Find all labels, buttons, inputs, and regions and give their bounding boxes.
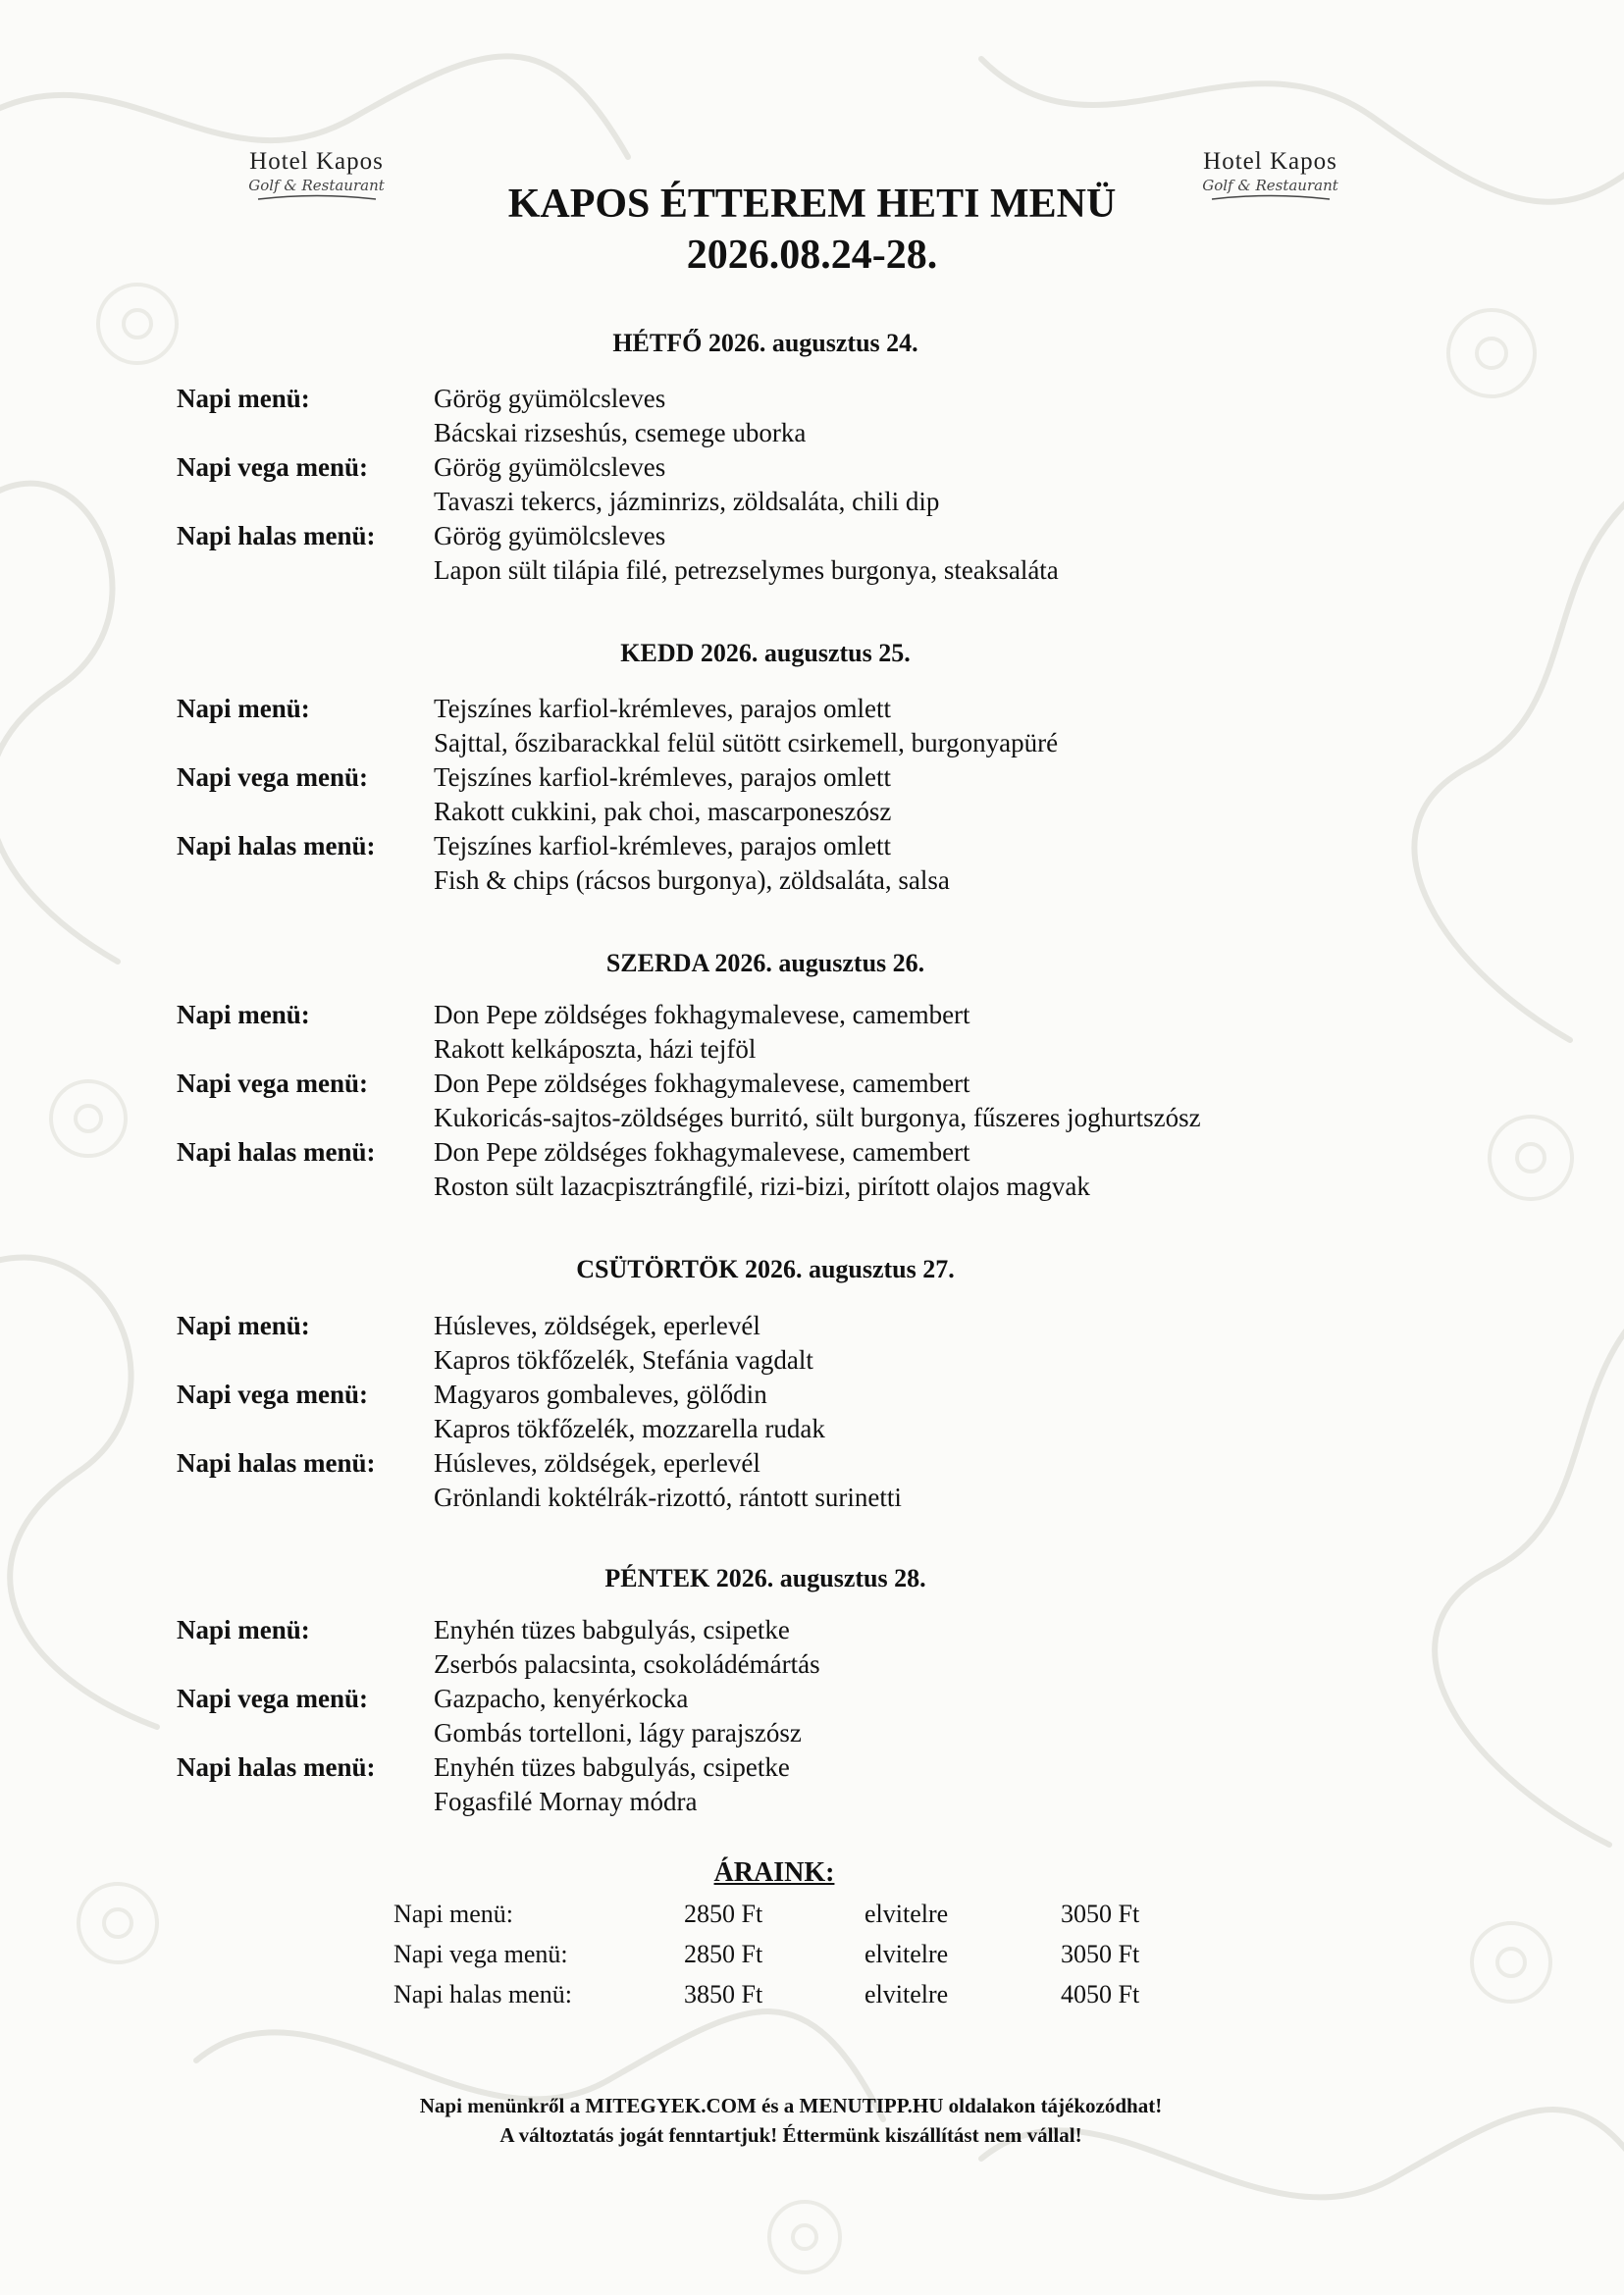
page-date-range: 2026.08.24-28. bbox=[686, 233, 938, 278]
menu-row bbox=[0, 1649, 1624, 1684]
menu-row bbox=[0, 487, 1624, 521]
dish: Húsleves, zöldségek, eperlevél bbox=[434, 1311, 760, 1340]
dish: Roston sült lazacpisztrángfilé, rizi-bizi, pirított olajos magvak bbox=[434, 1172, 1090, 1201]
menu-row bbox=[0, 1718, 1624, 1752]
menu-row bbox=[0, 1137, 1624, 1172]
dish: Tejszínes karfiol-krémleves, parajos omlett bbox=[434, 762, 891, 792]
footer-disclaimer: A változtatás jogát fenntartjuk! Éttermünk kiszállítást nem vállal! bbox=[499, 2123, 1082, 2147]
dish: Magyaros gombaleves, gölődin bbox=[434, 1380, 767, 1409]
day-heading: SZERDA 2026. augusztus 26. bbox=[605, 949, 925, 977]
menu-row bbox=[0, 797, 1624, 831]
menu-label: Napi menü: bbox=[177, 1615, 310, 1644]
menu-row bbox=[0, 1684, 1624, 1718]
dish: Kukoricás-sajtos-zöldséges burritó, sült burgonya, fűszeres joghurtszósz bbox=[434, 1103, 1201, 1132]
menu-label: Napi vega menü: bbox=[177, 762, 368, 792]
dish: Don Pepe zöldséges fokhagymalevese, camembert bbox=[434, 1069, 970, 1098]
menu-label: Napi halas menü: bbox=[177, 831, 376, 861]
menu-label: Napi menü: bbox=[177, 1000, 310, 1029]
menu-row bbox=[0, 1034, 1624, 1069]
menu-row bbox=[0, 1448, 1624, 1483]
dish: Sajttal, őszibarackkal felül sütött csirkemell, burgonyapüré bbox=[434, 728, 1059, 757]
page-title: KAPOS ÉTTEREM HETI MENÜ bbox=[507, 182, 1117, 227]
menu-label: Napi menü: bbox=[177, 384, 310, 413]
dish: Gombás tortelloni, lágy parajszósz bbox=[434, 1718, 802, 1747]
takeaway-label: elvitelre bbox=[864, 1980, 949, 2008]
day-heading: KEDD 2026. augusztus 25. bbox=[620, 639, 911, 667]
price-value: 3850 Ft bbox=[684, 1980, 763, 2008]
menu-row bbox=[0, 1172, 1624, 1206]
dish: Tejszínes karfiol-krémleves, parajos omlett bbox=[434, 694, 891, 723]
dish: Don Pepe zöldséges fokhagymalevese, camembert bbox=[434, 1137, 970, 1167]
takeaway-label: elvitelre bbox=[864, 1900, 949, 1928]
prices-title: ÁRAINK: bbox=[713, 1857, 835, 1888]
dish: Enyhén tüzes babgulyás, csipetke bbox=[434, 1752, 790, 1782]
logo-script-text: Golf & Restaurant bbox=[1202, 177, 1338, 194]
menu-row bbox=[0, 1380, 1624, 1414]
dish: Grönlandi koktélrák-rizottó, rántott surinetti bbox=[434, 1483, 902, 1512]
dish: Don Pepe zöldséges fokhagymalevese, camembert bbox=[434, 1000, 970, 1029]
logo-script-text: Golf & Restaurant bbox=[248, 177, 385, 194]
menu-label: Napi vega menü: bbox=[177, 1684, 368, 1713]
menu-row bbox=[0, 694, 1624, 728]
menu-row bbox=[0, 1752, 1624, 1787]
logo-brand-text: Hotel Kapos bbox=[249, 148, 384, 175]
dish: Enyhén tüzes babgulyás, csipetke bbox=[434, 1615, 790, 1644]
dish: Zserbós palacsinta, csokoládémártás bbox=[434, 1649, 820, 1679]
menu-label: Napi halas menü: bbox=[177, 521, 376, 550]
dish: Lapon sült tilápia filé, petrezselymes burgonya, steaksaláta bbox=[434, 555, 1059, 585]
menu-row bbox=[0, 1615, 1624, 1649]
dish: Kapros tökfőzelék, Stefánia vagdalt bbox=[434, 1345, 813, 1375]
menu-label: Napi vega menü: bbox=[177, 1069, 368, 1098]
menu-row bbox=[0, 728, 1624, 762]
dish: Görög gyümölcsleves bbox=[434, 452, 666, 482]
menu-row bbox=[0, 555, 1624, 590]
takeaway-price: 3050 Ft bbox=[1061, 1900, 1140, 1928]
takeaway-label: elvitelre bbox=[864, 1940, 949, 1968]
menu-row bbox=[0, 1069, 1624, 1103]
dish: Kapros tökfőzelék, mozzarella rudak bbox=[434, 1414, 825, 1443]
menu-label: Napi halas menü: bbox=[177, 1137, 376, 1167]
dish: Húsleves, zöldségek, eperlevél bbox=[434, 1448, 760, 1478]
day-heading: CSÜTÖRTÖK 2026. augusztus 27. bbox=[576, 1255, 955, 1283]
menu-label: Napi halas menü: bbox=[177, 1752, 376, 1782]
menu-row bbox=[0, 1483, 1624, 1517]
dish: Gazpacho, kenyérkocka bbox=[434, 1684, 689, 1713]
takeaway-price: 4050 Ft bbox=[1061, 1980, 1140, 2008]
price-row bbox=[0, 1980, 1624, 2014]
menu-row bbox=[0, 1000, 1624, 1034]
menu-row bbox=[0, 418, 1624, 452]
menu-row bbox=[0, 384, 1624, 418]
dish: Rakott kelkáposzta, házi tejföl bbox=[434, 1034, 757, 1064]
menu-row bbox=[0, 1787, 1624, 1821]
dish: Tavaszi tekercs, jázminrizs, zöldsaláta, chili dip bbox=[434, 487, 940, 516]
menu-row bbox=[0, 521, 1624, 555]
dish: Rakott cukkini, pak choi, mascarponeszósz bbox=[434, 797, 892, 826]
menu-row bbox=[0, 1345, 1624, 1380]
menu-row bbox=[0, 831, 1624, 865]
menu-label: Napi menü: bbox=[177, 694, 310, 723]
logo-brand-text: Hotel Kapos bbox=[1203, 148, 1337, 175]
menu-row bbox=[0, 762, 1624, 797]
takeaway-price: 3050 Ft bbox=[1061, 1940, 1140, 1968]
dish: Fogasfilé Mornay módra bbox=[434, 1787, 698, 1816]
price-label: Napi menü: bbox=[393, 1900, 514, 1928]
footer-info: Napi menünkről a MITEGYEK.COM és a MENUTIPP.HU oldalakon tájékozódhat! bbox=[419, 2094, 1163, 2117]
menu-label: Napi vega menü: bbox=[177, 452, 368, 482]
menu-row bbox=[0, 1103, 1624, 1137]
dish: Tejszínes karfiol-krémleves, parajos omlett bbox=[434, 831, 891, 861]
price-value: 2850 Ft bbox=[684, 1900, 763, 1928]
price-row bbox=[0, 1940, 1624, 1974]
price-value: 2850 Ft bbox=[684, 1940, 763, 1968]
menu-row bbox=[0, 452, 1624, 487]
menu-label: Napi vega menü: bbox=[177, 1380, 368, 1409]
price-label: Napi halas menü: bbox=[393, 1980, 572, 2008]
dish: Görög gyümölcsleves bbox=[434, 384, 666, 413]
menu-row bbox=[0, 1311, 1624, 1345]
dish: Bácskai rizseshús, csemege uborka bbox=[434, 418, 807, 447]
menu-label: Napi halas menü: bbox=[177, 1448, 376, 1478]
day-heading: PÉNTEK 2026. augusztus 28. bbox=[604, 1564, 926, 1592]
menu-row bbox=[0, 865, 1624, 900]
price-label: Napi vega menü: bbox=[393, 1940, 568, 1968]
menu-row bbox=[0, 1414, 1624, 1448]
dish: Görög gyümölcsleves bbox=[434, 521, 666, 550]
price-row bbox=[0, 1900, 1624, 1934]
day-heading: HÉTFŐ 2026. augusztus 24. bbox=[612, 329, 918, 357]
dish: Fish & chips (rácsos burgonya), zöldsaláta, salsa bbox=[434, 865, 950, 895]
menu-label: Napi menü: bbox=[177, 1311, 310, 1340]
